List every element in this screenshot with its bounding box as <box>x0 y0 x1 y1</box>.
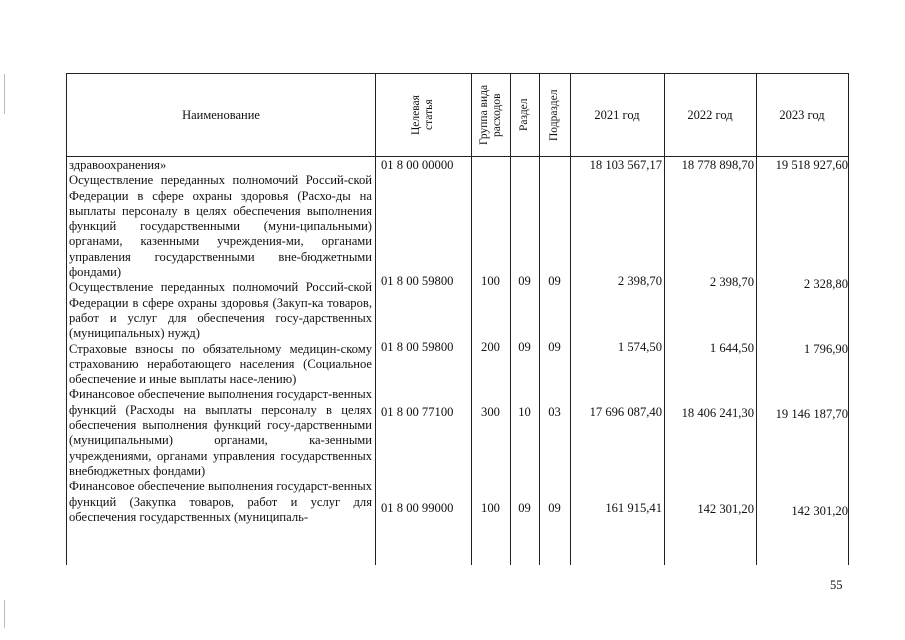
row-name: здравоохранения» <box>69 158 167 172</box>
value-2021: 18 103 567,17 <box>589 158 662 172</box>
target-code: 01 8 00 59800 <box>381 274 454 288</box>
header-target: Целевая статья <box>410 95 435 135</box>
value-2022: 18 406 241,30 <box>681 406 754 420</box>
header-subsection: Подраздел <box>548 89 560 141</box>
margin-mark <box>4 74 5 114</box>
value-2021: 1 574,50 <box>617 340 662 354</box>
target-code: 01 8 00 59800 <box>381 340 454 354</box>
target-code: 01 8 00 77100 <box>381 405 454 419</box>
value-2022: 1 644,50 <box>709 341 754 355</box>
header-2023: 2023 год <box>779 107 825 122</box>
row-name: Страховые взносы по обязательному медицин-скому страхованию неработающего населения (Социальное обеспечение и иные выплаты насе-лению) <box>69 341 372 387</box>
value-2023: 142 301,20 <box>791 504 848 518</box>
value-2021: 17 696 087,40 <box>589 405 662 419</box>
group-code: 200 <box>481 340 500 354</box>
section-code: 09 <box>518 340 531 354</box>
section-code: 09 <box>518 501 531 515</box>
header-group: Группа вида расходов <box>477 84 503 146</box>
section-code: 10 <box>518 405 531 419</box>
value-2021: 2 398,70 <box>617 274 662 288</box>
row-name: Осуществление переданных полномочий Россий-ской Федерации в сфере охраны здоровья (Закуп-ка товаров, работ и услуг для обеспечения госу-дарственных (муниципальных) нужд) <box>69 280 372 341</box>
row-name: Осуществление переданных полномочий Россий-ской Федерации в сфере охраны здоровья (Расхо-ды на выплаты персоналу в целях обеспечения выполнения функций государственными (муни-ципальными) органами, казенными учреждения-ми, органами управления государственными вне-бюджетными фондами) <box>69 173 372 280</box>
value-2023: 2 328,80 <box>803 277 848 291</box>
subsection-code: 09 <box>548 340 561 354</box>
row-name: Финансовое обеспечение выполнения государст-венных функций (Закупка товаров, работ и услуг для обеспечения государственных (муниципаль- <box>69 479 372 524</box>
group-code: 100 <box>481 274 500 288</box>
value-2021: 161 915,41 <box>605 501 662 515</box>
group-code: 100 <box>481 501 500 515</box>
value-2023: 1 796,90 <box>803 342 848 356</box>
header-name: Наименование <box>182 107 260 122</box>
group-code: 300 <box>481 405 500 419</box>
name-column <box>69 158 372 525</box>
row-name: Финансовое обеспечение выполнения государст-венных функций (Расходы на выплаты персоналу в целях обеспечения выполнения функций госу-дарственными (муниципальными) органами, ка-зенными учреждениями, органами управления государственных внебюджетных фондами) <box>69 387 372 478</box>
subsection-code: 03 <box>548 405 561 419</box>
header-2022: 2022 год <box>687 107 733 122</box>
budget-table <box>66 73 849 565</box>
value-2022: 18 778 898,70 <box>681 158 754 172</box>
subsection-code: 09 <box>548 501 561 515</box>
value-2023: 19 146 187,70 <box>775 407 848 421</box>
margin-mark <box>4 600 5 628</box>
value-2022: 2 398,70 <box>709 275 754 289</box>
subsection-code: 09 <box>548 274 561 288</box>
header-section: Раздел <box>518 98 530 132</box>
value-2022: 142 301,20 <box>697 502 754 516</box>
section-code: 09 <box>518 274 531 288</box>
page-number: 55 <box>830 578 843 592</box>
header-2021: 2021 год <box>594 107 640 122</box>
target-code: 01 8 00 99000 <box>381 501 454 515</box>
target-code: 01 8 00 00000 <box>381 158 454 172</box>
value-2023: 19 518 927,60 <box>775 158 848 172</box>
